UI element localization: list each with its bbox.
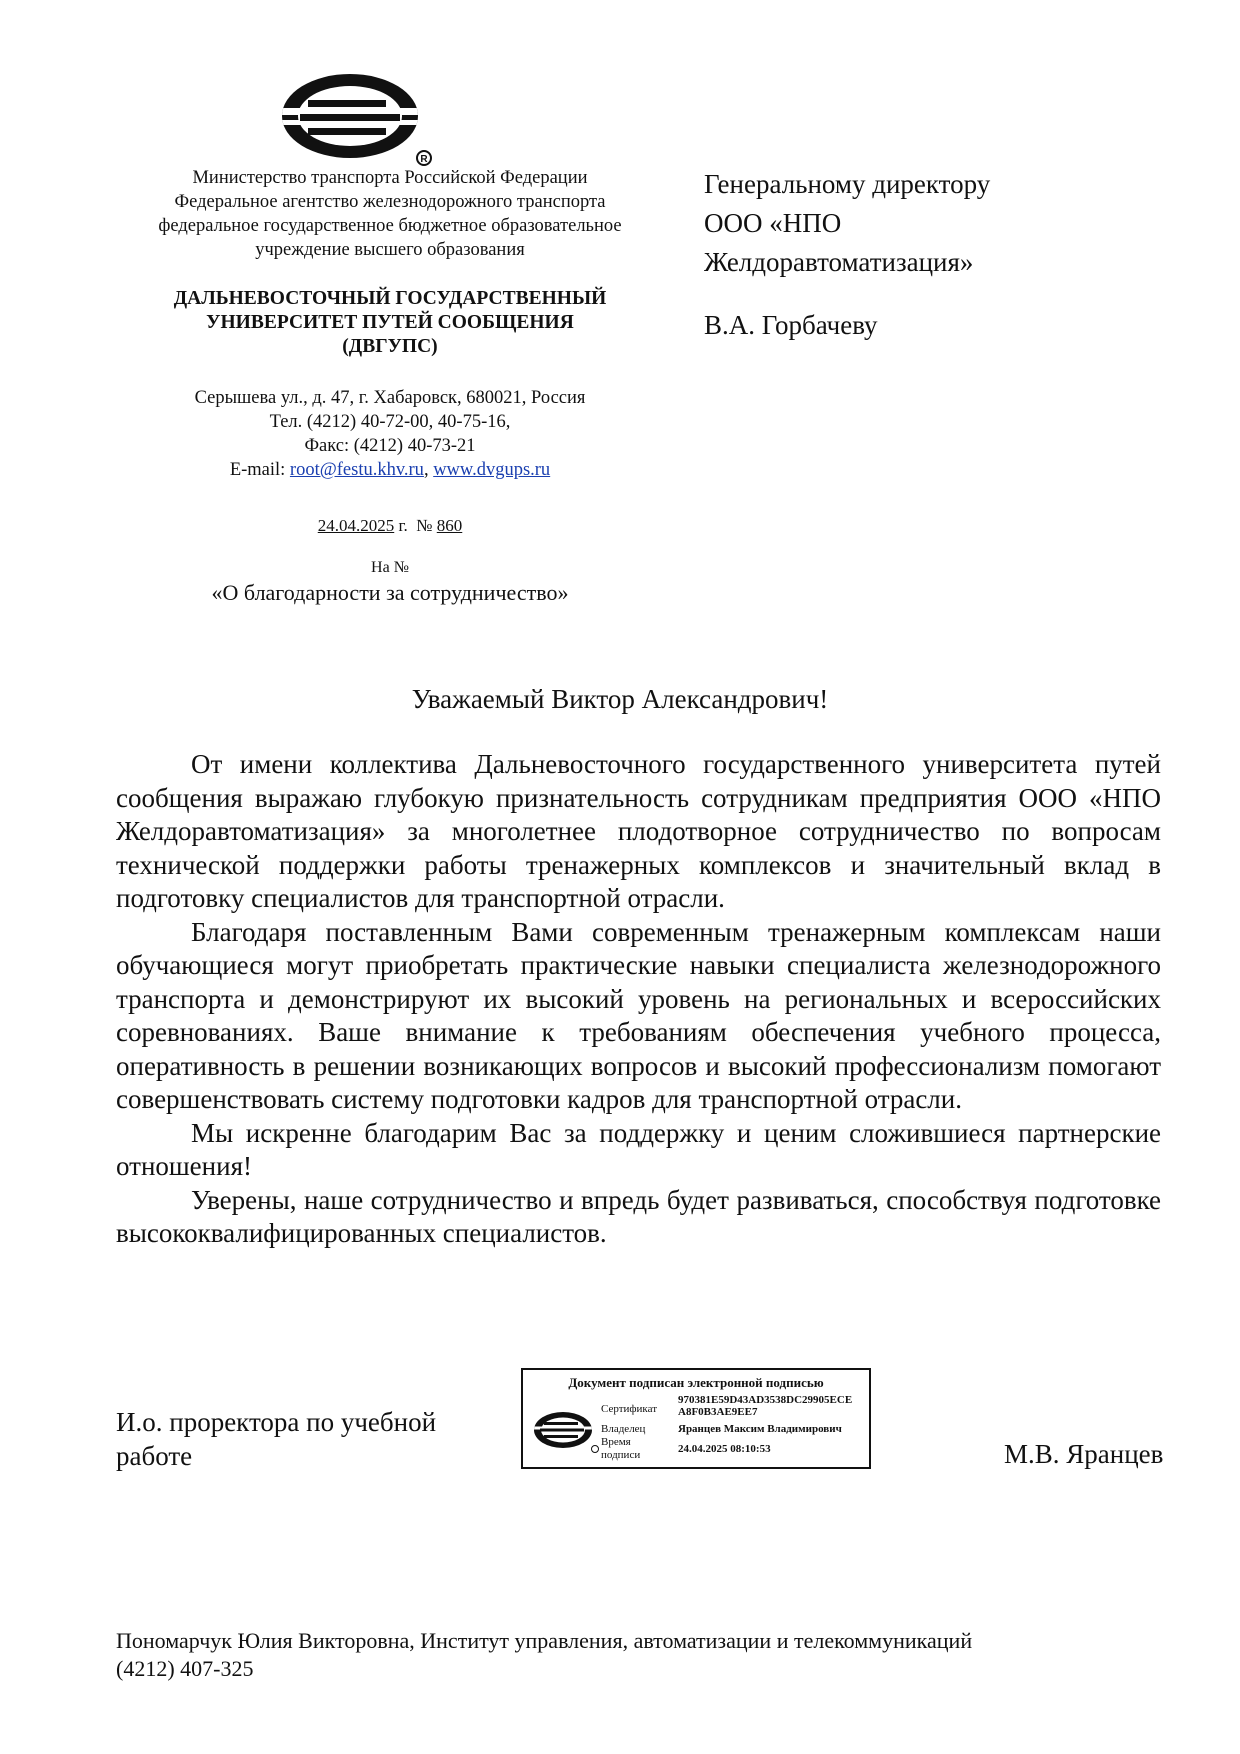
phone: Тел. (4212) 40-72-00, 40-75-16, [269, 412, 511, 432]
document-number: 860 [436, 516, 463, 535]
letter-body [116, 748, 1161, 1251]
org-line: федеральное государственное бюджетное образовательное [158, 216, 622, 236]
reference-label: На № [371, 559, 409, 576]
signatory-name: М.В. Яранцев [1004, 1439, 1164, 1469]
university-line: (ДВГУПС) [342, 336, 438, 357]
signatory-title [116, 1405, 436, 1473]
address: Серышева ул., д. 47, г. Хабаровск, 680021, Россия [194, 388, 586, 408]
document-date: 24.04.2025 [317, 516, 395, 535]
org-line: Федеральное агентство железнодорожного транспорта [174, 192, 606, 212]
fax: Факс: (4212) 40-73-21 [304, 436, 476, 456]
executor-contact [116, 1627, 972, 1683]
university-line: УНИВЕРСИТЕТ ПУТЕЙ СООБЩЕНИЯ [206, 312, 574, 333]
recipient-line: ООО «НПО [704, 208, 842, 238]
recipient-name: В.А. Горбачеву [704, 310, 878, 340]
certificate-value-line: A8F0B3AE9EE7 [678, 1406, 758, 1418]
org-line: Министерство транспорта Российской Федерации [192, 168, 588, 188]
recipient-block [704, 165, 990, 345]
certificate-value-line: 970381E59D43AD3538DC29905ECE [678, 1394, 853, 1406]
stamp-title: Документ подписан электронной подписью [568, 1375, 824, 1390]
website-link[interactable]: www.dvgups.ru [433, 460, 551, 480]
org-line: учреждение высшего образования [255, 240, 525, 260]
signatory-title-line: работе [116, 1441, 193, 1471]
time-value: 24.04.2025 08:10:53 [678, 1443, 771, 1455]
organization-block [100, 166, 680, 262]
signatory-title-line: И.о. проректора по учебной [116, 1407, 437, 1437]
body-paragraph: От имени коллектива Дальневосточного государственного университета путей сообщения выражаю глубокую признательность сотрудникам предприятия ООО «НПО Желдоравтоматизация» за многолетнее плодотворное сотрудничество по вопросам технической поддержки работы тренажерных комплексов и значительный вклад в подготовку специалистов для транспортной отрасли. [116, 749, 1161, 913]
greeting: Уважаемый Виктор Александрович! [411, 684, 829, 714]
owner-value: Яранцев Максим Владимирович [678, 1423, 842, 1435]
body-paragraph: Мы искренне благодарим Вас за поддержку и ценим сложившиеся партнерские отношения! [116, 1117, 1161, 1181]
svg-text:R: R [420, 154, 428, 165]
electronic-signature-stamp [521, 1368, 871, 1469]
recipient-line: Генеральному директору [704, 169, 991, 199]
email-label: E-mail: [229, 460, 290, 480]
university-name [100, 287, 680, 359]
separator: , [423, 460, 434, 480]
university-line: ДАЛЬНЕВОСТОЧНЫЙ ГОСУДАРСТВЕННЫЙ [173, 288, 607, 309]
document-date-number [100, 514, 680, 538]
time-label: Время [601, 1436, 631, 1448]
executor-name: Пономарчук Юлия Викторовна, Институт управления, автоматизации и телекоммуникаций [116, 1628, 973, 1653]
owner-label: Владелец [601, 1423, 646, 1435]
recipient-line: Желдоравтоматизация» [704, 247, 974, 277]
contact-block [100, 386, 680, 482]
email-line [100, 458, 680, 482]
certificate-label: Сертификат [601, 1403, 657, 1415]
executor-phone: (4212) 407-325 [116, 1656, 254, 1681]
dvgups-logo-icon [278, 70, 448, 166]
body-paragraph: Уверены, наше сотрудничество и впредь будет развиваться, способствуя подготовке высококвалифицированных специалистов. [116, 1184, 1161, 1248]
body-paragraph: Благодаря поставленным Вами современным тренажерным комплексам наши обучающиеся могут приобретать практические навыки специалиста железнодорожного транспорта и демонстрируют их высокий уровень на региональных и всероссийских соревнованиях. Ваше внимание к требованиям обеспечения учебного процесса, оперативность в решении возникающих вопросов и высокий профессионализм помогают совершенствовать систему подготовки кадров для транспортной отрасли. [116, 916, 1161, 1114]
letter-subject: «О благодарности за сотрудничество» [211, 580, 569, 605]
time-label: подписи [601, 1449, 641, 1461]
date-suffix: г. № [394, 516, 437, 535]
dvgups-logo-icon [531, 1408, 601, 1454]
email-link[interactable]: root@festu.khv.ru [289, 460, 424, 480]
